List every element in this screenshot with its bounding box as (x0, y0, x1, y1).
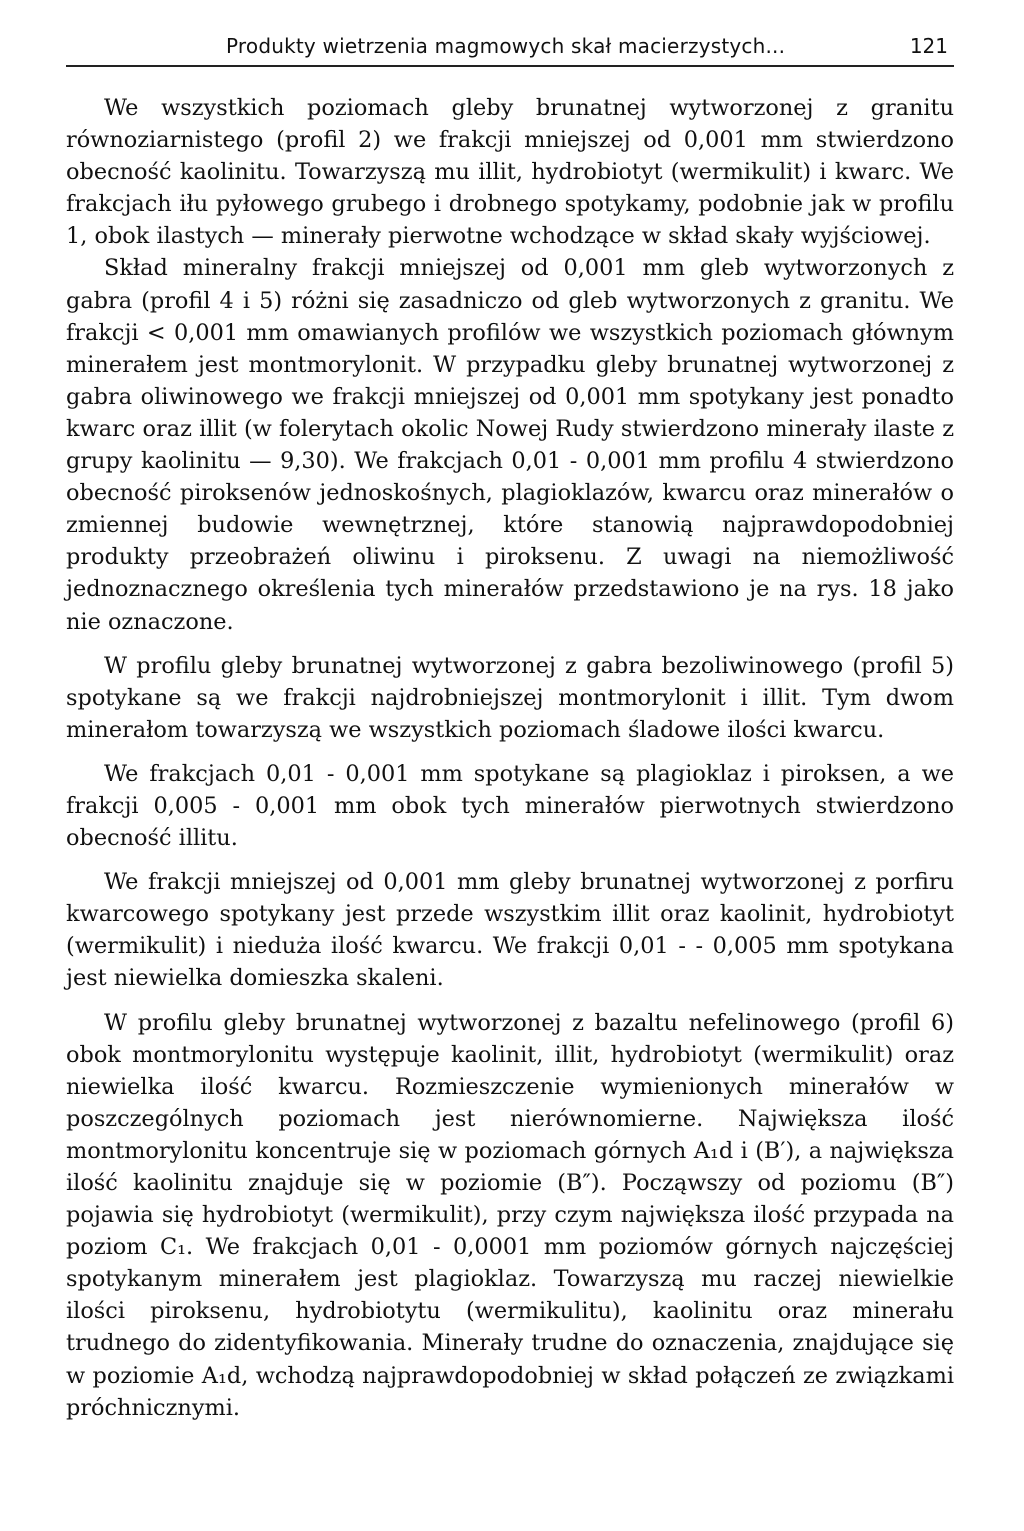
header-rule (66, 65, 954, 67)
body-text (66, 92, 954, 1424)
paragraph-3: W profilu gleby brunatnej wytworzonej z gabra bezoliwinowego (profil 5) spotykane są we frakcji najdrobniejszej montmorylonit i illit. Tym dwom minerałom towarzyszą we wszystkich poziomach śladowe ilości kwarcu. (66, 652, 954, 743)
paragraph-1: We wszystkich poziomach gleby brunatnej wytworzonej z granitu równoziarnistego (profil 2) we frakcji mniejszej od 0,001 mm stwierdzono obecność kaolinitu. Towarzyszą mu illit, hydrobiotyt (wermikulit) i kwarc. We frakcjach iłu pyłowego grubego i drobnego spotykamy, podobnie jak w profilu 1, obok ilastych — minerały pierwotne wchodzące w skład skały wyjściowej. (66, 95, 954, 250)
running-title: Produkty wietrzenia magmowych skał macierzystych... (226, 34, 786, 58)
paragraph-2: Skład mineralny frakcji mniejszej od 0,001 mm gleb wytworzonych z gabra (profil 4 i 5) różni się zasadniczo od gleb wytworzonych z granitu. We frakcji < 0,001 mm omawianych profilów we wszystkich poziomach głównym minerałem jest montmorylonit. W przypadku gleby brunatnej wytworzonej z gabra oliwinowego we frakcji mniejszej od 0,001 mm spotykany jest ponadto kwarc oraz illit (w folerytach okolic Nowej Rudy stwierdzono minerały ilaste z grupy kaolinitu — 9,30). We frakcjach 0,01 - 0,001 mm profilu 4 stwierdzono obecność piroksenów jednoskośnych, plagioklazów, kwarcu oraz minerałów o zmiennej budowie wewnętrznej, które stanowią najprawdopodobniej produkty przeobrażeń oliwinu i piroksenu. Z uwagi na niemożliwość jednoznacznego określenia tych minerałów przedstawiono je na rys. 18 jako nie oznaczone. (66, 255, 954, 635)
page-number: 121 (909, 34, 948, 58)
book-page (66, 0, 954, 1421)
paragraph-5: We frakcji mniejszej od 0,001 mm gleby brunatnej wytworzonej z porfiru kwarcowego spotykany jest przede wszystkim illit oraz kaolinit, hydrobiotyt (wermikulit) i nieduża ilość kwarcu. We frakcji 0,01 - - 0,005 mm spotykana jest niewielka domieszka skaleni. (66, 869, 954, 992)
paragraph-4: We frakcjach 0,01 - 0,001 mm spotykane są plagioklaz i piroksen, a we frakcji 0,005 - 0,001 mm obok tych minerałów pierwotnych stwierdzono obecność illitu. (66, 760, 954, 852)
page-header (66, 0, 954, 60)
paragraph-6: W profilu gleby brunatnej wytworzonej z bazaltu nefelinowego (profil 6) obok montmorylonitu występuje kaolinit, illit, hydrobiotyt (wermikulit) oraz niewielka ilość kwarcu. Rozmieszczenie wymienionych minerałów w poszczególnych poziomach jest nierównomierne. Największa ilość montmorylonitu koncentruje się w poziomach górnych A₁d i (B′), a największa ilość kaolinitu znajduje się w poziomie (B″). Począwszy od poziomu (B″) pojawia się hydrobiotyt (wermikulit), przy czym największa ilość przypada na poziom C₁. We frakcjach 0,01 - 0,0001 mm poziomów górnych najczęściej spotykanym minerałem jest plagioklaz. Towarzyszą mu raczej niewielkie ilości piroksenu, hydrobiotytu (wermikulitu), kaolinitu oraz minerału trudnego do zidentyfikowania. Minerały trudne do oznaczenia, znajdujące się w poziomie A₁d, wchodzą najprawdopodobniej w skład połączeń ze związkami próchnicznymi. (66, 1009, 954, 1421)
